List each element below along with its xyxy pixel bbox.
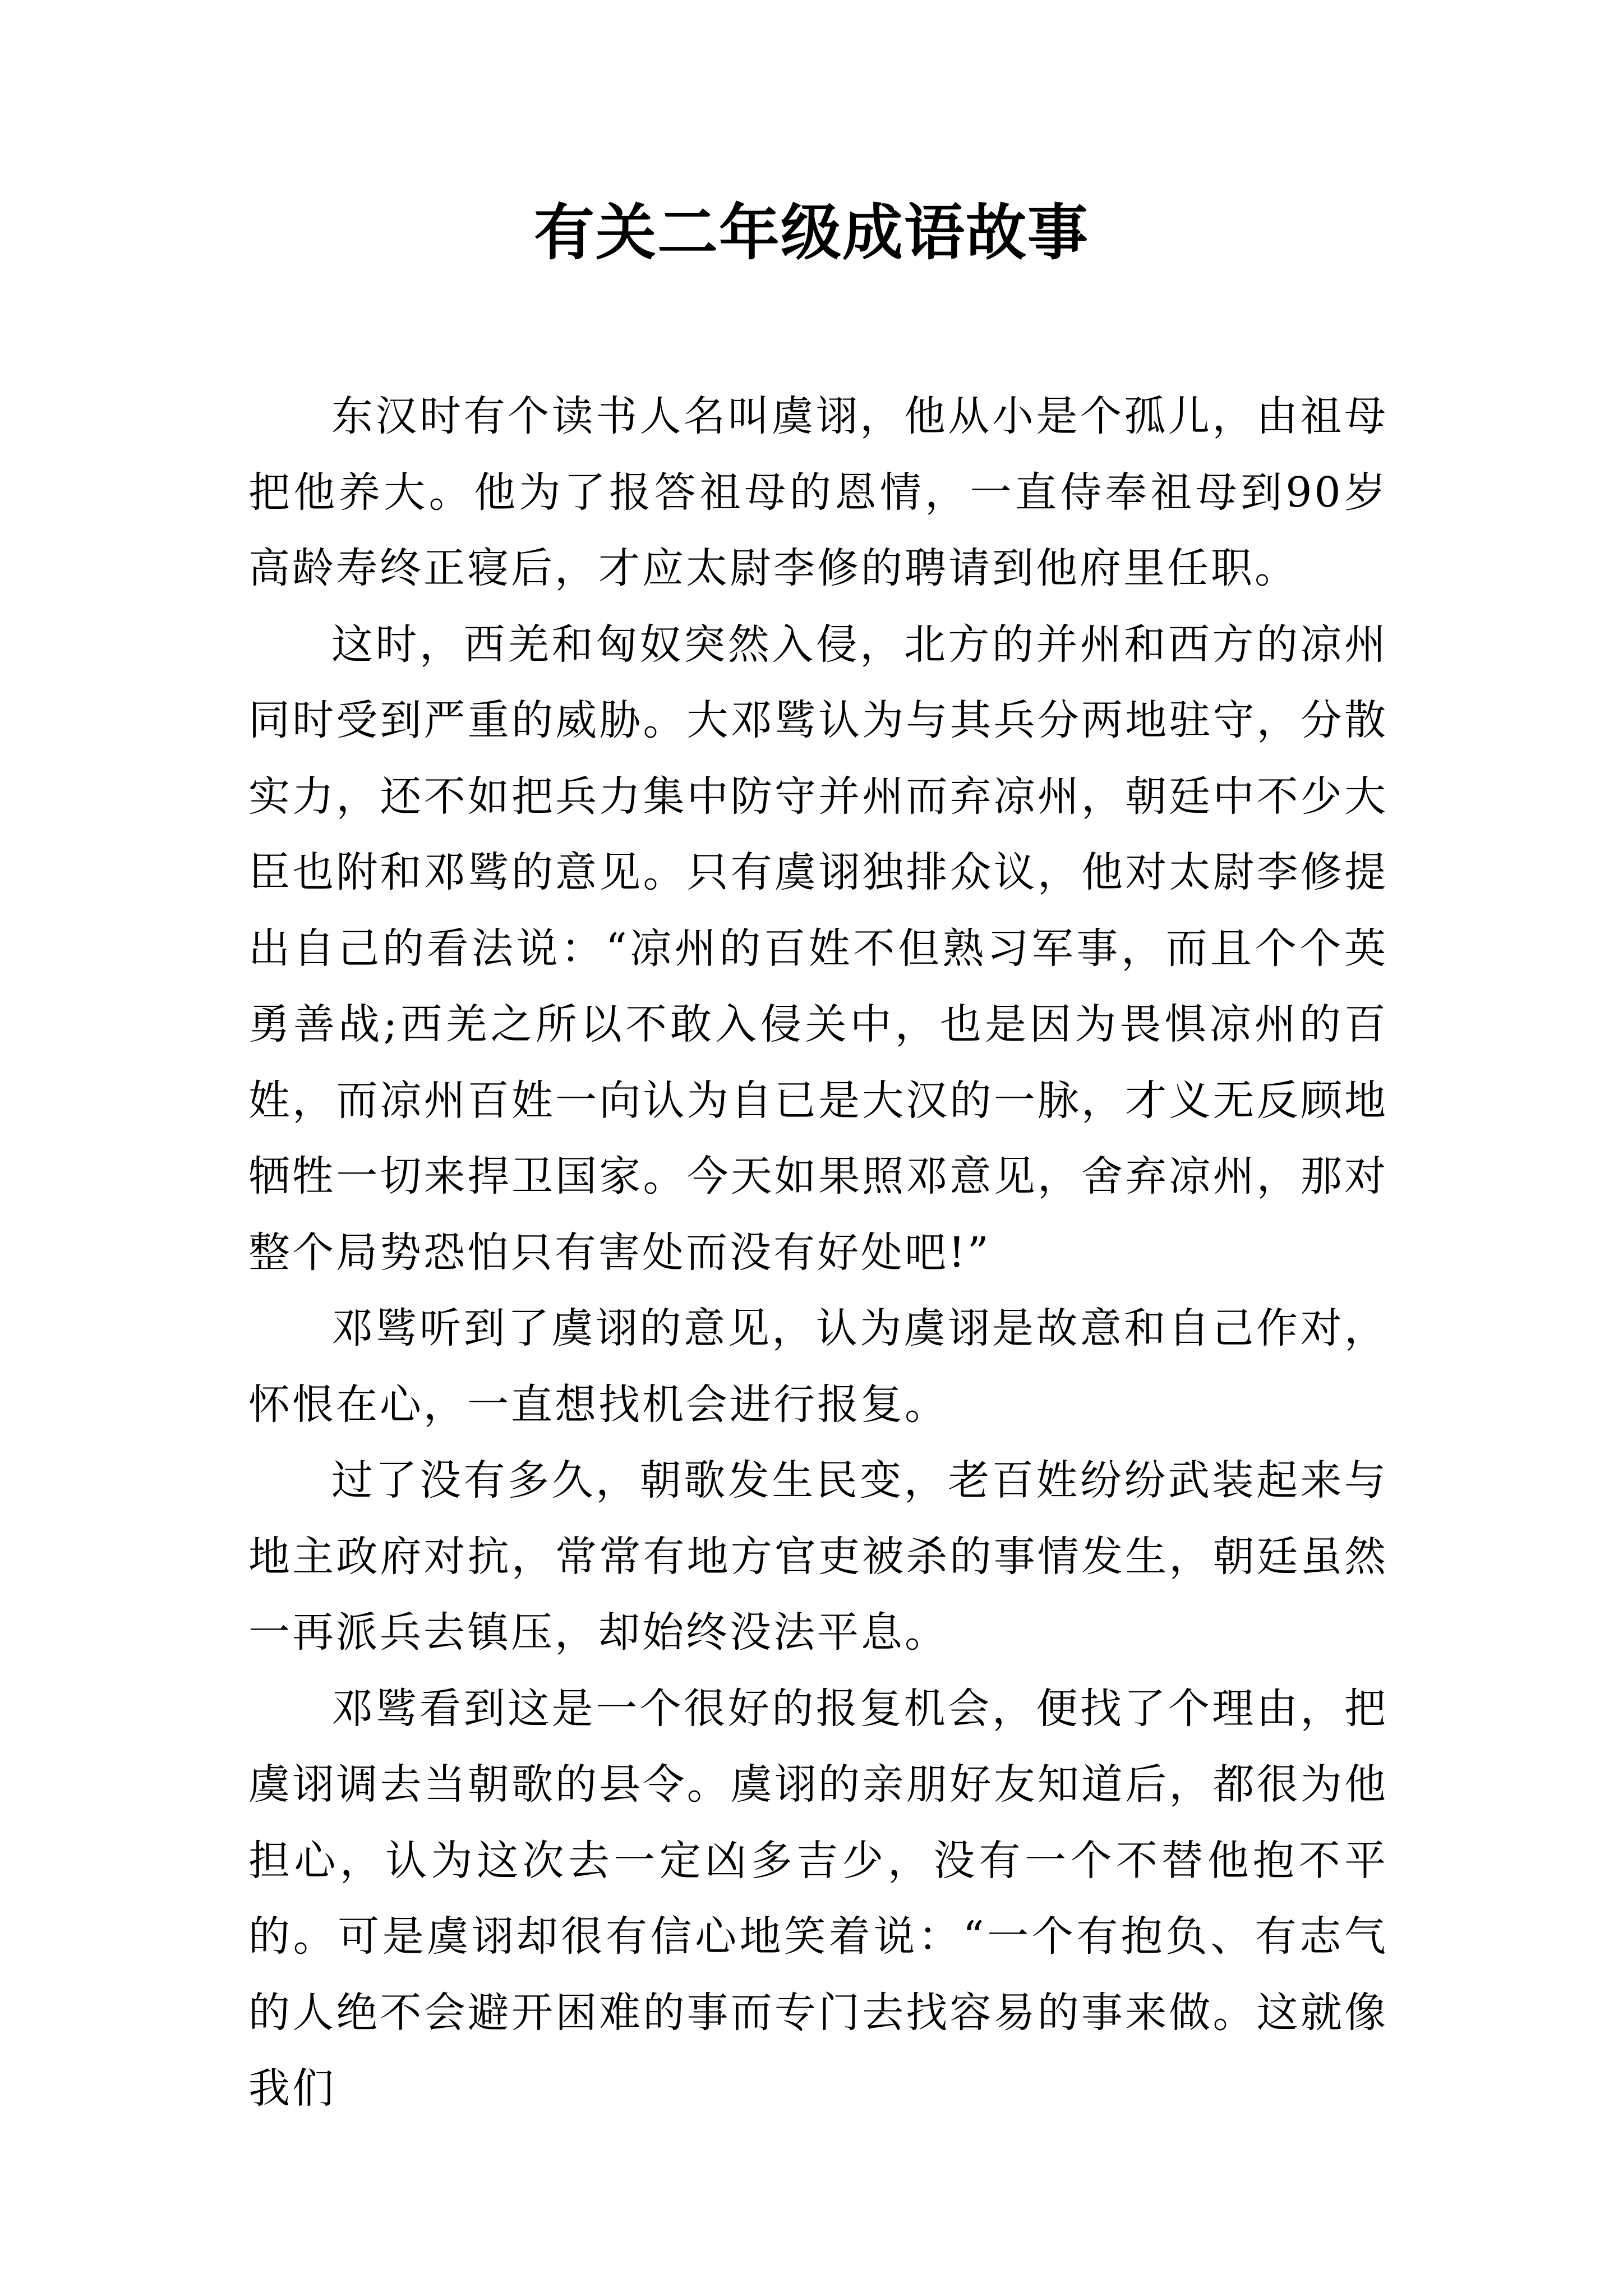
paragraph: 过了没有多久，朝歌发生民变，老百姓纷纷武装起来与地主政府对抗，常常有地方官吏被杀的事情发生，朝廷虽然一再派兵去镇压，却始终没法平息。 <box>248 1456 1388 1657</box>
paragraph: 邓骘听到了虞诩的意见，认为虞诩是故意和自己作对，怀恨在心，一直想找机会进行报复。 <box>248 1304 1388 1429</box>
document-title: 有关二年级成语故事 <box>533 197 1089 268</box>
document-body <box>248 379 1388 2127</box>
paragraph: 这时，西羌和匈奴突然入侵，北方的并州和西方的凉州同时受到严重的威胁。大邓骘认为与其兵分两地驻守，分散实力，还不如把兵力集中防守并州而弃凉州，朝廷中不少大臣也附和邓骘的意见。只有虞诩独排众议，他对太尉李修提出自己的看法说：“凉州的百姓不但熟习军事，而且个个英勇善战;西羌之所以不敢入侵关中，也是因为畏惧凉州的百姓，而凉州百姓一向认为自已是大汉的一脉，才义无反顾地牺牲一切来捍卫国家。今天如果照邓意见，舍弃凉州，那对整个局势恐怕只有害处而没有好处吧!” <box>248 620 1388 1277</box>
paragraph: 邓骘看到这是一个很好的报复机会，便找了个理由，把虞诩调去当朝歌的县令。虞诩的亲朋好友知道后，都很为他担心，认为这次去一定凶多吉少，没有一个不替他抱不平的。可是虞诩却很有信心地笑着说：“一个有抱负、有志气的人绝不会避开困难的事而专门去找容易的事来做。这就像我们 <box>248 1684 1388 2113</box>
paragraph: 东汉时有个读书人名叫虞诩，他从小是个孤儿，由祖母把他养大。他为了报答祖母的恩情，一直侍奉祖母到90岁高龄寿终正寝后，才应太尉李修的聘请到他府里任职。 <box>248 392 1388 592</box>
